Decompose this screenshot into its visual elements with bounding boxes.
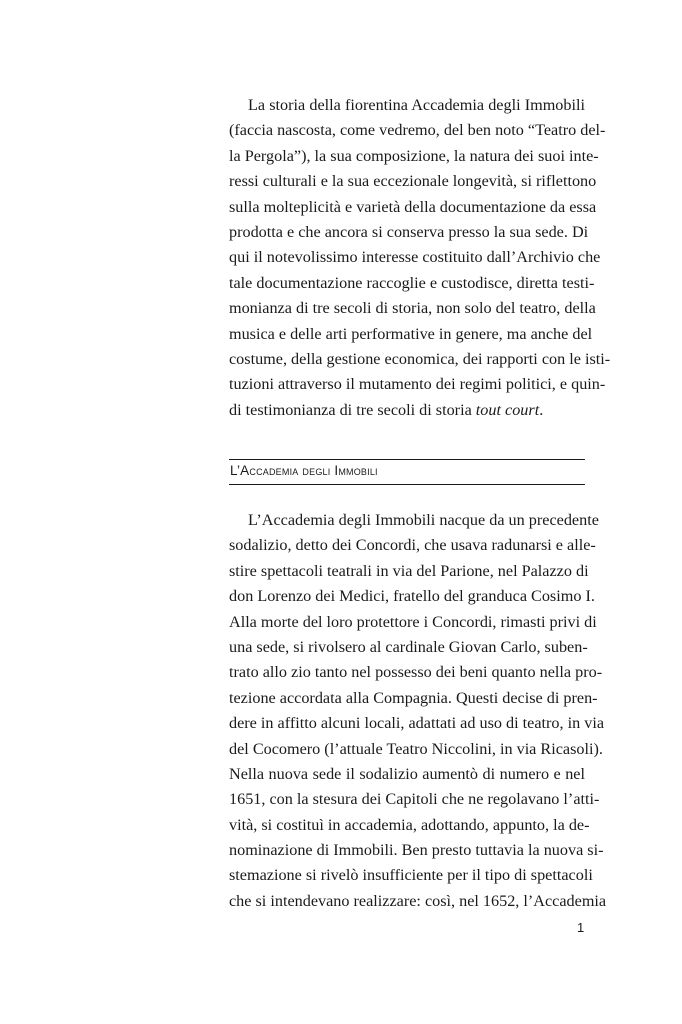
paragraph-line: monianza di tre secoli di storia, non solo del teatro, della — [229, 299, 596, 318]
paragraph-line: dere in affitto alcuni locali, adattati ad uso di teatro, in via — [229, 714, 605, 733]
paragraph-line: 1651, con la stesura dei Capitoli che ne regolavano l’atti- — [229, 790, 600, 809]
paragraph-line: sodalizio, detto dei Concordi, che usava radunarsi e alle- — [229, 536, 596, 555]
last-line-punctuation: . — [539, 400, 544, 419]
paragraph-line: nominazione di Immobili. Ben presto tuttavia la nuova si- — [229, 841, 604, 860]
paragraph-line: stemazione si rivelò insufficiente per il tipo di spettacoli — [229, 866, 593, 885]
paragraph-line: Nella nuova sede il sodalizio aumentò di numero e nel — [229, 764, 585, 783]
history-paragraph — [229, 508, 607, 914]
intro-paragraph — [229, 93, 611, 423]
page-number: 1 — [577, 920, 585, 935]
paragraph-line: stire spettacoli teatrali in via del Parione, nel Palazzo di — [229, 561, 589, 580]
paragraph-line: tuzioni attraverso il mutamento dei regimi politici, e quin- — [229, 375, 606, 394]
paragraph-line: sulla molteplicità e varietà della documentazione da essa — [229, 197, 597, 216]
last-line-text: di testimonianza di tre secoli di storia — [229, 400, 476, 419]
paragraph-line: la Pergola”), la sua composizione, la natura dei suoi inte- — [229, 146, 599, 165]
paragraph-line: Alla morte del loro protettore i Concordi, rimasti privi di — [229, 612, 597, 631]
italic-phrase: tout court — [475, 400, 540, 419]
section-heading — [229, 459, 585, 485]
paragraph-line: che si intendevano realizzare: così, nel 1652, l’Accademia — [229, 891, 607, 910]
paragraph-line: tezione accordata alla Compagnia. Questi decise di pren- — [229, 688, 598, 707]
paragraph-line: don Lorenzo dei Medici, fratello del granduca Cosimo I. — [229, 587, 595, 606]
paragraph-line: musica e delle arti performative in genere, ma anche del — [229, 324, 593, 343]
paragraph-line: tale documentazione raccoglie e custodisce, diretta testi- — [229, 273, 595, 292]
paragraph-line: vità, si costituì in accademia, adottando, appunto, la de- — [229, 815, 590, 834]
section-heading-title: L’Accademia degli Immobili — [230, 463, 378, 478]
paragraph-line: (faccia nascosta, come vedremo, del ben noto “Teatro del- — [229, 121, 606, 140]
paragraph-line: L’Accademia degli Immobili nacque da un precedente — [248, 511, 599, 529]
paragraph-last-line — [229, 398, 585, 423]
paragraph-line: La storia della fiorentina Accademia degli Immobili — [248, 96, 585, 114]
paragraph-line: qui il notevolissimo interesse costituito dall’Archivio che — [229, 248, 601, 267]
paragraph-line: costume, della gestione economica, dei rapporti con le isti- — [229, 349, 611, 368]
paragraph-line: prodotta e che ancora si conserva presso la sua sede. Di — [229, 222, 589, 241]
paragraph-line: del Cocomero (l’attuale Teatro Niccolini, in via Ricasoli). — [229, 739, 603, 758]
paragraph-line: trato allo zio tanto nel possesso dei beni quanto nella pro- — [229, 663, 603, 682]
paragraph-line: ressi culturali e la sua eccezionale longevità, si riflettono — [229, 172, 597, 191]
paragraph-line: una sede, si rivolsero al cardinale Giovan Carlo, suben- — [229, 637, 588, 656]
